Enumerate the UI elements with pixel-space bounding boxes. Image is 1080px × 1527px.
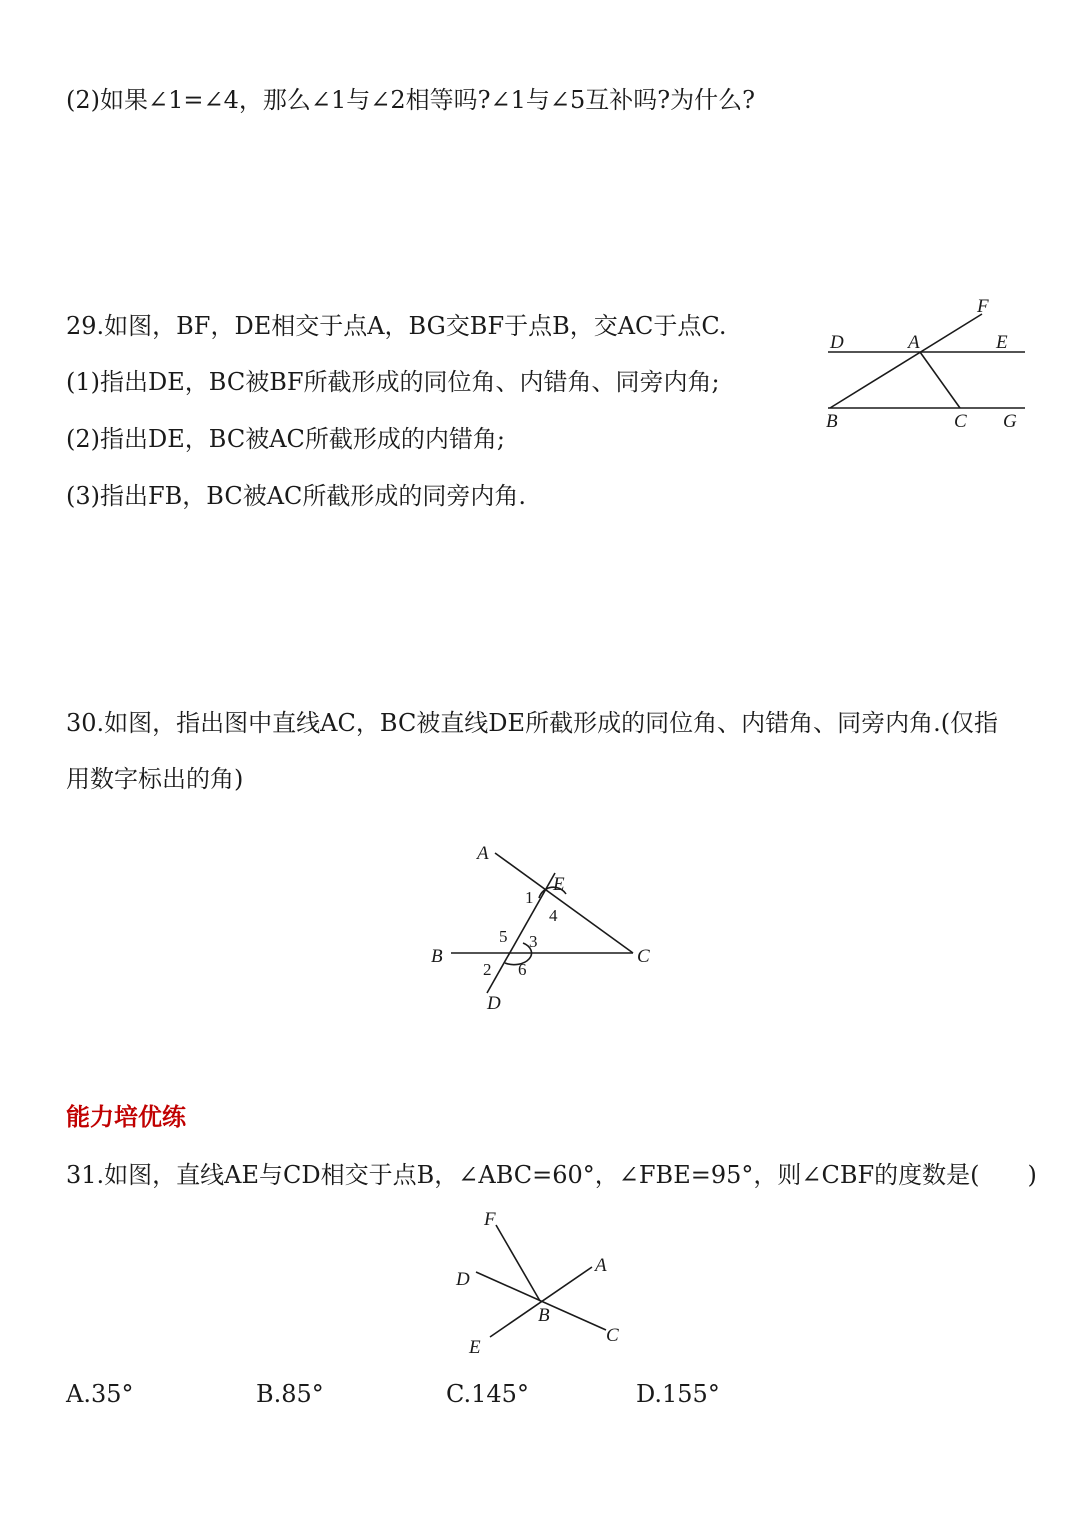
q30-stem-line1: 30.如图，指出图中直线AC，BC被直线DE所截形成的同位角、内错角、同旁内角.(仅指 <box>66 709 999 737</box>
q29-part1: (1)指出DE，BC被BF所截形成的同位角、内错角、同旁内角; <box>66 368 720 396</box>
label-F: F <box>484 1209 496 1230</box>
ray-BF <box>496 1225 540 1301</box>
label-B: B <box>826 411 838 432</box>
label-G: G <box>1003 411 1017 432</box>
angle-label-4: 4 <box>549 906 558 925</box>
q29-part3: (3)指出FB，BC被AC所截形成的同旁内角. <box>66 482 527 510</box>
label-D: D <box>456 1269 470 1290</box>
q31-stem: 31.如图，直线AE与CD相交于点B，∠ABC=60°，∠FBE=95°，则∠CBF的度数是( ) <box>66 1161 1037 1189</box>
option-d[interactable]: D.155° <box>636 1380 720 1408</box>
q30-figure <box>425 835 660 1020</box>
label-C: C <box>954 411 967 432</box>
label-A: A <box>477 843 489 864</box>
q28-part2-text: (2)如果∠1=∠4，那么∠1与∠2相等吗?∠1与∠5互补吗?为什么? <box>66 86 755 114</box>
q31-figure <box>450 1205 630 1365</box>
label-D: D <box>830 332 844 353</box>
angle-label-1: 1 <box>525 888 534 907</box>
option-b[interactable]: B.85° <box>256 1380 324 1408</box>
label-C: C <box>637 946 650 967</box>
label-E: E <box>469 1337 481 1358</box>
label-F: F <box>977 296 989 317</box>
segment-AC <box>920 352 960 408</box>
option-c[interactable]: C.145° <box>446 1380 529 1408</box>
label-B: B <box>538 1305 550 1326</box>
angle-label-2: 2 <box>483 960 492 979</box>
label-A: A <box>908 332 920 353</box>
section-title: 能力培优练 <box>66 1103 186 1131</box>
label-E: E <box>996 332 1008 353</box>
label-A: A <box>595 1255 607 1276</box>
angle-label-3: 3 <box>529 932 538 951</box>
line-AE <box>490 1267 592 1337</box>
label-D: D <box>487 993 501 1014</box>
angle-label-5: 5 <box>499 927 508 946</box>
q30-stem-line2: 用数字标出的角) <box>66 765 244 793</box>
q29-part2: (2)指出DE，BC被AC所截形成的内错角; <box>66 425 505 453</box>
option-a[interactable]: A.35° <box>66 1380 134 1408</box>
q29-stem: 29.如图，BF，DE相交于点A，BG交BF于点B，交AC于点C. <box>66 312 727 340</box>
line-BF <box>830 314 982 408</box>
angle-label-6: 6 <box>518 960 527 979</box>
label-E: E <box>553 874 565 895</box>
label-B: B <box>431 946 443 967</box>
q29-figure <box>810 290 1040 440</box>
label-C: C <box>606 1325 619 1346</box>
line-AC <box>495 853 633 953</box>
q31-options <box>66 1380 966 1414</box>
